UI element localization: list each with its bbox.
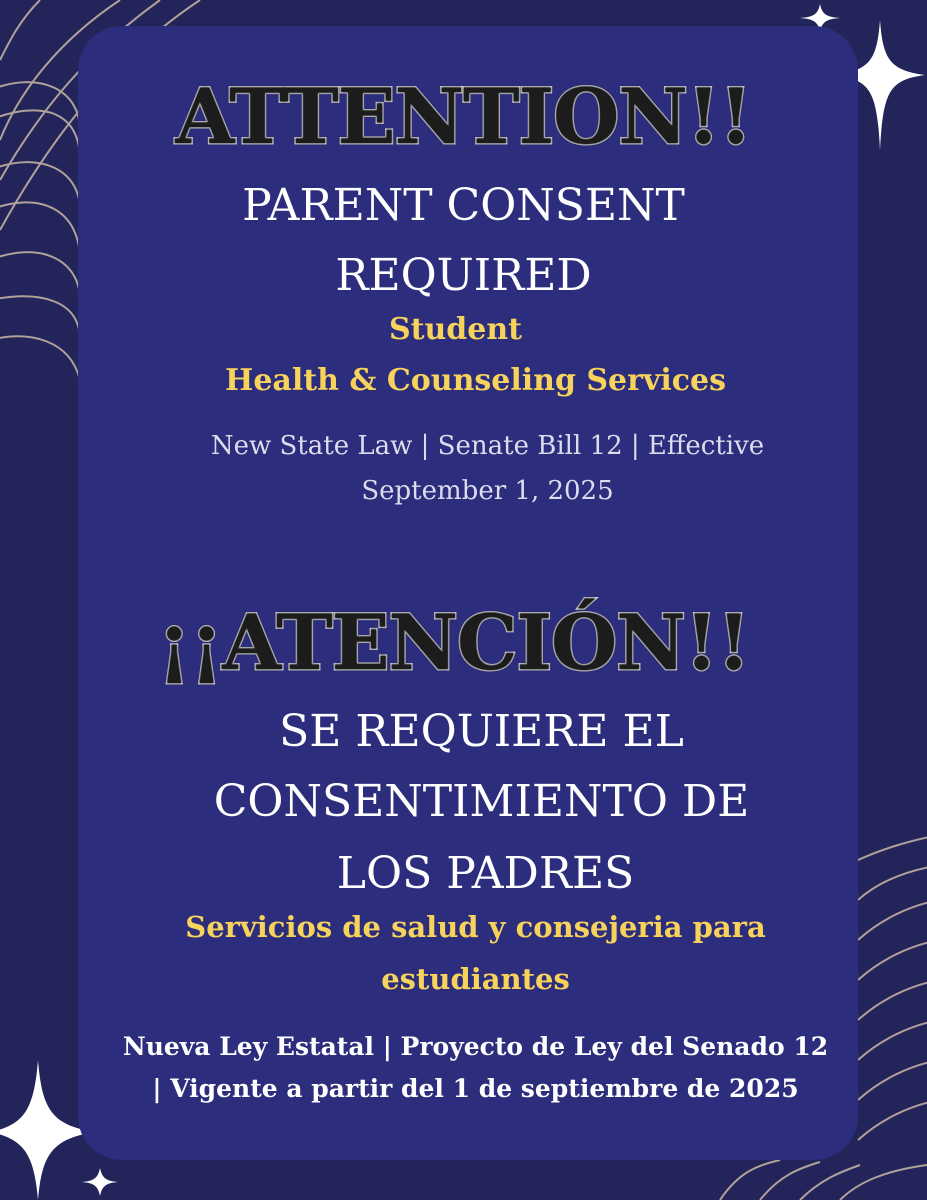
spanish-service-line1: Servicios de salud y consejeria para xyxy=(185,910,766,944)
spanish-law-line2: | Vigente a partir del 1 de septiembre de 2025 xyxy=(152,1074,799,1103)
spanish-law-line1: Nueva Ley Estatal | Proyecto de Ley del Senado 12 xyxy=(122,1032,829,1061)
english-service-line1: Student xyxy=(388,312,523,347)
spanish-service-line2: estudiantes xyxy=(381,962,570,996)
english-law-line2: September 1, 2025 xyxy=(361,476,614,506)
atencion-title: ¡¡ATENCIÓN!! xyxy=(157,598,750,687)
english-law-line1: New State Law | Senate Bill 12 | Effective xyxy=(210,431,765,461)
attention-title: ATTENTION!! xyxy=(175,72,752,161)
spanish-heading-line3: LOS PADRES xyxy=(336,848,635,899)
english-heading-line2: REQUIRED xyxy=(335,250,592,301)
spanish-heading-line2: CONSENTIMIENTO DE xyxy=(213,776,750,827)
spanish-heading-line1: SE REQUIERE EL xyxy=(279,706,684,757)
english-service-line2: Health & Counseling Services xyxy=(224,363,727,398)
english-heading-line1: PARENT CONSENT xyxy=(242,180,685,231)
